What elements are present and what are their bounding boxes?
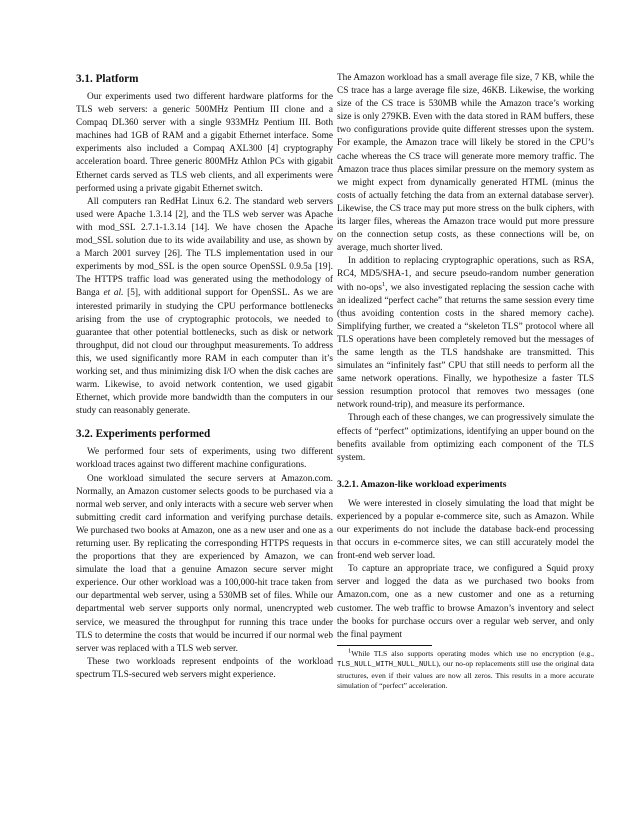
paragraph: These two workloads represent endpoints of the workload spectrum TLS-secured web servers might experience.: [76, 656, 333, 680]
paragraph: One workload simulated the secure servers at Amazon.com. Normally, an Amazon customer selects goods to be purchased via a normal web server, and only interacts with a secure web server when submitting credit card information and verifying purchase details. We purchased two books at Amazon, one as a new user and one as a returning user. By replicating the corresponding HTTPS requests in the proportions that they are experienced by Amazon, we can simulate the load that a genuine Amazon secure server might experience. Our other workload was a 100,000-hit trace taken from our departmental web server, using a 530MB set of files. While our departmental web server supports only normal, unencrypted web service, we measured the throughput for running this trace under TLS to determine the costs that would be incurred if our normal web server was replaced with a TLS web server.: [76, 473, 333, 654]
paragraph: Through each of these changes, we can progressively simulate the effects of “perfect” optimizations, identifying an upper bound on the benefits available from optimizing each component of the TLS system.: [337, 413, 594, 463]
footnote-rule: [337, 645, 432, 646]
left-column: [76, 72, 333, 682]
paragraph: To capture an appropriate trace, we configured a Squid proxy server and logged the data as we purchased two books from Amazon.com, one as a new customer and one as a returning customer. The web traffic to browse Amazon’s inventory and select the books for purchase occurs over a regular web server, and only the final payment: [337, 564, 594, 640]
paragraph: The Amazon workload has a small average file size, 7 KB, while the CS trace has a large average file size, 46KB. Likewise, the working size of the CS trace is 530MB while the Amazon trace’s working size is only 279KB. Even with the data stored in RAM buffers, these two configurations provide quite different stresses upon the system. For example, the Amazon trace will likely be stored in the CPU’s cache whereas the CS trace will generate more memory traffic. The Amazon trace thus places similar pressure on the memory system as we might expect from dynamically generated HTML (minus the costs of actually fetching the data from an external database server). Likewise, the CS trace may put more stress on the bulk ciphers, with its larger files, whereas the Amazon trace would put more pressure on the connection setup costs, as these connections will be, on average, much shorter lived.: [337, 73, 594, 254]
paragraph: We performed four sets of experiments, using two different workload traces against two different machine configurations.: [76, 447, 333, 471]
section-heading-platform: 3.1. Platform: [76, 73, 139, 85]
paragraph: In addition to replacing cryptographic operations, such as RSA, RC4, MD5/SHA-1, and secure pseudo-random number generation with no-ops$^1$, we also investigated replacing the session cache with an idealized “perfect cache” that returns the same session every time (thus avoiding contention costs in the shared memory cache). Simplifying further, we created a “skeleton TLS” protocol where all TLS operations have been completely removed but the messages of the same length as the TLS handshake are transmitted. This simulates an “infinitely fast” CPU that still needs to perform all the same network operations. Finally, we hypothesize a faster TLS session resumption protocol that removes two messages (one network round-trip), and measure its performance.: [337, 256, 594, 411]
right-column: [337, 72, 594, 691]
paragraph: All computers ran RedHat Linux 6.2. The standard web servers used were Apache 1.3.14 [2], and the TLS web server was Apache with mod_SSL 2.7.1-1.3.14 [14]. We have chosen the Apache mod_SSL solution due to its wide availability and use, as shown by a March 2001 survey [26]. The TLS implementation used in our experiments by mod_SSL is the open source OpenSSL 0.9.5a [19]. The HTTPS traffic load was generated using the methodology of Banga et al. [5], with additional support for OpenSSL. As we are interested primarily in studying the CPU performance bottlenecks arising from the use of cryptographic protocols, we needed to guarantee that other potential bottlenecks, such as disk or network throughput, did not cloud our throughput measurements. To address this, we used significantly more RAM in each computer than it’s working set, and thus minimizing disk I/O when the disk caches are warm. Likewise, to avoid network contention, we used gigabit Ethernet, which provide more bandwidth than the computers in our study can reasonably generate.: [76, 196, 333, 417]
footnote-marker: 1: [382, 280, 386, 288]
paragraph: Our experiments used two different hardware platforms for the TLS web servers: a generic 500MHz Pentium III clone and a Compaq DL360 server with a single 933MHz Pentium III. Both machines had 1GB of RAM and a gigabit Ethernet interface. Some experiments also included a Compaq AXL300 [4] cryptography acceleration board. Three generic 800MHz Athlon PCs with gigabit Ethernet cards served as TLS web clients, and all experiments were performed using a private gigabit Ethernet switch.: [76, 92, 333, 194]
section-heading-experiments: 3.2. Experiments performed: [76, 428, 211, 441]
footnote: $^1$While TLS also supports operating modes which use no encryption (e.g., TLS_NULL_WITH_NULL_NULL), our no-op replacements still use the original data structures, even if their values are now all zeros. This results in a more accurate simulation of “perfect” acceleration.: [337, 647, 594, 691]
paragraph: We were interested in closely simulating the load that might be experienced by a popular e-commerce site, such as Amazon. While our experiments do not include the database back-end processing that occurs in e-commerce sites, we can still accurately model the front-end web server load.: [337, 498, 594, 562]
subsection-heading-amazon: 3.2.1. Amazon-like workload experiments: [337, 478, 507, 490]
